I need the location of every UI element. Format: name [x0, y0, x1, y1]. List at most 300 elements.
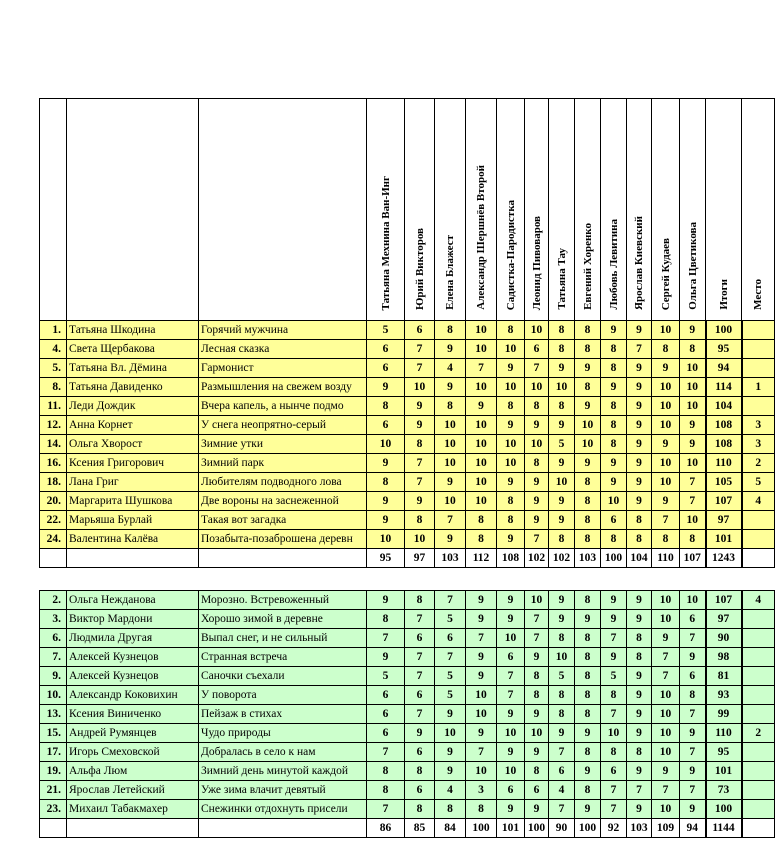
- judge-sum: 100: [466, 819, 497, 838]
- score-cell: 5: [549, 667, 575, 686]
- participant-row: [40, 800, 775, 819]
- place-header-cell: [742, 99, 775, 321]
- score-cell: 8: [525, 667, 549, 686]
- row-place: [742, 629, 775, 648]
- row-place: [742, 648, 775, 667]
- judge-sum: 92: [601, 819, 627, 838]
- score-cell: 5: [367, 667, 405, 686]
- participant-row: [40, 686, 775, 705]
- score-cell: 8: [549, 705, 575, 724]
- participant-row: [40, 359, 775, 378]
- row-total: 95: [706, 340, 742, 359]
- score-cell: 7: [549, 800, 575, 819]
- score-cell: 8: [575, 378, 601, 397]
- row-total: 107: [706, 591, 742, 610]
- score-cell: 10: [466, 473, 497, 492]
- author-name: Валентина Калёва: [67, 530, 199, 549]
- poem-title: Снежинки отдохнуть присели: [199, 800, 367, 819]
- sum-blank: [67, 549, 199, 568]
- score-cell: 8: [627, 648, 652, 667]
- score-cell: 9: [435, 378, 466, 397]
- score-cell: 10: [497, 762, 525, 781]
- score-cell: 10: [466, 762, 497, 781]
- score-cell: 10: [497, 340, 525, 359]
- judge-sum: 95: [367, 549, 405, 568]
- score-cell: 10: [525, 591, 549, 610]
- row-total: 93: [706, 686, 742, 705]
- poem-title: Лесная сказка: [199, 340, 367, 359]
- score-cell: 10: [367, 530, 405, 549]
- score-cell: 10: [497, 724, 525, 743]
- score-cell: 6: [405, 743, 435, 762]
- row-total: 97: [706, 511, 742, 530]
- score-cell: 8: [601, 686, 627, 705]
- score-cell: 6: [367, 724, 405, 743]
- participant-row: [40, 648, 775, 667]
- sum-blank: [67, 819, 199, 838]
- author-name: Ксения Григорович: [67, 454, 199, 473]
- judge-sum: 102: [549, 549, 575, 568]
- author-name: Ольга Хворост: [67, 435, 199, 454]
- row-total: 100: [706, 321, 742, 340]
- score-cell: 9: [525, 800, 549, 819]
- grand-total: 1243: [706, 549, 742, 568]
- score-cell: 6: [525, 340, 549, 359]
- score-cell: 9: [435, 473, 466, 492]
- judge-sum: 104: [627, 549, 652, 568]
- score-cell: 8: [575, 648, 601, 667]
- score-cell: 9: [652, 492, 680, 511]
- entry-number: 20.: [40, 492, 67, 511]
- place-label: Место: [752, 279, 764, 310]
- score-cell: 10: [680, 511, 706, 530]
- sum-blank: [40, 549, 67, 568]
- score-cell: 8: [549, 530, 575, 549]
- row-total: 97: [706, 610, 742, 629]
- row-total: 99: [706, 705, 742, 724]
- score-cell: 6: [601, 762, 627, 781]
- score-cell: 9: [367, 492, 405, 511]
- entry-number: 10.: [40, 686, 67, 705]
- score-cell: 8: [627, 530, 652, 549]
- score-cell: 8: [525, 762, 549, 781]
- author-name: Александр Коковихин: [67, 686, 199, 705]
- judge-sum: 85: [405, 819, 435, 838]
- judge-header-cell: [367, 99, 405, 321]
- score-cell: 8: [575, 686, 601, 705]
- score-cell: 9: [575, 454, 601, 473]
- row-total: 108: [706, 416, 742, 435]
- score-cell: 7: [652, 648, 680, 667]
- score-cell: 8: [601, 397, 627, 416]
- score-cell: 10: [466, 435, 497, 454]
- entry-number: 3.: [40, 610, 67, 629]
- score-cell: 10: [367, 435, 405, 454]
- poem-title: Зимний парк: [199, 454, 367, 473]
- score-cell: 9: [601, 378, 627, 397]
- score-cell: 9: [367, 511, 405, 530]
- score-cell: 6: [680, 610, 706, 629]
- score-cell: 8: [367, 473, 405, 492]
- participant-row: [40, 321, 775, 340]
- score-cell: 7: [435, 648, 466, 667]
- author-name: Альфа Люм: [67, 762, 199, 781]
- poem-title: Морозно. Встревоженный: [199, 591, 367, 610]
- judge-name: Сергей Кудаев: [659, 237, 672, 310]
- score-cell: 10: [525, 321, 549, 340]
- score-cell: 8: [601, 416, 627, 435]
- score-cell: 9: [680, 648, 706, 667]
- score-cell: 9: [405, 492, 435, 511]
- score-cell: 8: [680, 530, 706, 549]
- participant-row: [40, 454, 775, 473]
- row-total: 73: [706, 781, 742, 800]
- score-cell: 9: [680, 321, 706, 340]
- score-cell: 7: [680, 705, 706, 724]
- score-cell: 5: [435, 667, 466, 686]
- judge-sum: 112: [466, 549, 497, 568]
- poem-title: Чудо природы: [199, 724, 367, 743]
- score-cell: 8: [680, 340, 706, 359]
- entry-number: 4.: [40, 340, 67, 359]
- score-cell: 10: [435, 492, 466, 511]
- judge-sum: 101: [497, 819, 525, 838]
- row-total: 110: [706, 454, 742, 473]
- score-cell: 6: [405, 321, 435, 340]
- score-cell: 8: [497, 321, 525, 340]
- score-cell: 8: [652, 340, 680, 359]
- score-cell: 8: [627, 743, 652, 762]
- score-cell: 10: [466, 454, 497, 473]
- participant-row: [40, 435, 775, 454]
- score-cell: 8: [435, 321, 466, 340]
- score-cell: 6: [367, 705, 405, 724]
- score-cell: 9: [575, 397, 601, 416]
- judge-name: Леонид Пивоваров: [530, 215, 543, 310]
- score-cell: 9: [627, 454, 652, 473]
- score-cell: 10: [680, 397, 706, 416]
- score-cell: 6: [405, 686, 435, 705]
- score-cell: 10: [405, 378, 435, 397]
- score-cell: 7: [466, 359, 497, 378]
- score-cell: 10: [652, 705, 680, 724]
- entry-number: 2.: [40, 591, 67, 610]
- score-cell: 9: [466, 724, 497, 743]
- row-place: 2: [742, 454, 775, 473]
- row-place: 2: [742, 724, 775, 743]
- score-cell: 10: [466, 492, 497, 511]
- judge-sum: 94: [680, 819, 706, 838]
- entry-number: 5.: [40, 359, 67, 378]
- author-name: Леди Дождик: [67, 397, 199, 416]
- score-cell: 9: [627, 800, 652, 819]
- judge-sum: 102: [525, 549, 549, 568]
- participant-row: [40, 781, 775, 800]
- score-cell: 9: [435, 530, 466, 549]
- score-cell: 9: [627, 724, 652, 743]
- judge-header-cell: [435, 99, 466, 321]
- row-place: 4: [742, 492, 775, 511]
- score-cell: 8: [405, 762, 435, 781]
- score-cell: 6: [497, 648, 525, 667]
- author-name: Анна Корнет: [67, 416, 199, 435]
- score-cell: 9: [627, 591, 652, 610]
- score-cell: 9: [405, 416, 435, 435]
- participant-row: [40, 416, 775, 435]
- poem-title: Горячий мужчина: [199, 321, 367, 340]
- score-cell: 7: [627, 781, 652, 800]
- entry-number: 14.: [40, 435, 67, 454]
- score-cell: 9: [525, 705, 549, 724]
- score-cell: 7: [627, 340, 652, 359]
- score-cell: 9: [549, 511, 575, 530]
- score-cell: 9: [549, 416, 575, 435]
- score-cell: 8: [549, 340, 575, 359]
- judge-name: Татьяна Мехнина Ван-Инг: [379, 175, 392, 310]
- score-cell: 9: [497, 591, 525, 610]
- score-cell: 6: [497, 781, 525, 800]
- score-cell: 9: [601, 454, 627, 473]
- score-cell: 9: [367, 591, 405, 610]
- score-cell: 6: [367, 686, 405, 705]
- score-cell: 9: [575, 762, 601, 781]
- score-cell: 10: [652, 724, 680, 743]
- judge-header-cell: [627, 99, 652, 321]
- score-cell: 10: [575, 416, 601, 435]
- row-place: [742, 705, 775, 724]
- score-cell: 8: [680, 686, 706, 705]
- score-cell: 8: [435, 800, 466, 819]
- score-cell: 9: [497, 530, 525, 549]
- score-cell: 9: [601, 321, 627, 340]
- score-cell: 5: [367, 321, 405, 340]
- score-cell: 10: [680, 454, 706, 473]
- judge-sum: 107: [680, 549, 706, 568]
- score-cell: 9: [549, 359, 575, 378]
- group-gap: [40, 568, 775, 591]
- score-cell: 9: [627, 359, 652, 378]
- score-cell: 9: [627, 321, 652, 340]
- row-total: 104: [706, 397, 742, 416]
- poem-title: Странная встреча: [199, 648, 367, 667]
- participant-row: [40, 629, 775, 648]
- poem-title: Саночки съехали: [199, 667, 367, 686]
- score-cell: 8: [549, 397, 575, 416]
- entry-number: 21.: [40, 781, 67, 800]
- score-cell: 6: [405, 781, 435, 800]
- judge-name: Ольга Цветикова: [686, 222, 699, 310]
- score-cell: 9: [575, 800, 601, 819]
- score-cell: 10: [652, 454, 680, 473]
- author-name: Маргарита Шушкова: [67, 492, 199, 511]
- poem-title: Позабыта-позаброшена деревн: [199, 530, 367, 549]
- row-place: 4: [742, 591, 775, 610]
- row-total: 100: [706, 800, 742, 819]
- score-cell: 7: [680, 781, 706, 800]
- score-cell: 10: [652, 397, 680, 416]
- row-total: 95: [706, 743, 742, 762]
- judge-name: Юрий Викторов: [413, 228, 426, 310]
- score-cell: 6: [405, 629, 435, 648]
- judge-sum: 110: [652, 549, 680, 568]
- participant-row: [40, 705, 775, 724]
- author-name: Михаил Табакмахер: [67, 800, 199, 819]
- score-cell: 7: [525, 610, 549, 629]
- score-cell: 7: [680, 473, 706, 492]
- entry-number: 19.: [40, 762, 67, 781]
- score-cell: 9: [525, 511, 549, 530]
- judge-name: Татьяна Тау: [555, 248, 568, 310]
- score-cell: 8: [497, 397, 525, 416]
- score-cell: 10: [435, 454, 466, 473]
- judge-header-cell: [525, 99, 549, 321]
- score-cell: 9: [367, 378, 405, 397]
- score-cell: 7: [601, 629, 627, 648]
- row-place: 1: [742, 378, 775, 397]
- score-cell: 4: [435, 781, 466, 800]
- results-table: [39, 98, 775, 838]
- row-total: 98: [706, 648, 742, 667]
- row-total: 101: [706, 530, 742, 549]
- score-cell: 9: [680, 724, 706, 743]
- entry-number: 13.: [40, 705, 67, 724]
- score-cell: 10: [466, 686, 497, 705]
- score-cell: 9: [652, 762, 680, 781]
- judge-name: Любовь Левитина: [607, 219, 620, 310]
- score-cell: 10: [435, 724, 466, 743]
- participant-row: [40, 667, 775, 686]
- score-cell: 9: [575, 724, 601, 743]
- score-cell: 9: [466, 610, 497, 629]
- score-cell: 8: [549, 686, 575, 705]
- row-place: [742, 743, 775, 762]
- score-cell: 9: [497, 473, 525, 492]
- score-cell: 7: [367, 743, 405, 762]
- score-cell: 10: [549, 648, 575, 667]
- score-cell: 8: [405, 435, 435, 454]
- sum-blank: [40, 819, 67, 838]
- row-place: [742, 359, 775, 378]
- score-cell: 6: [680, 667, 706, 686]
- score-cell: 10: [652, 416, 680, 435]
- poem-title: Выпал снег, и не сильный: [199, 629, 367, 648]
- score-cell: 8: [525, 397, 549, 416]
- score-cell: 9: [652, 629, 680, 648]
- score-cell: 9: [601, 591, 627, 610]
- row-place: [742, 800, 775, 819]
- sum-row: [40, 819, 775, 838]
- score-cell: 7: [601, 705, 627, 724]
- score-cell: 8: [627, 629, 652, 648]
- score-cell: 10: [466, 378, 497, 397]
- score-cell: 7: [680, 743, 706, 762]
- score-cell: 9: [435, 743, 466, 762]
- judge-name: Евгений Хоренко: [581, 223, 594, 310]
- score-cell: 10: [680, 591, 706, 610]
- sum-blank: [742, 819, 775, 838]
- row-place: 3: [742, 435, 775, 454]
- participant-row: [40, 340, 775, 359]
- score-cell: 9: [497, 610, 525, 629]
- score-cell: 10: [466, 705, 497, 724]
- score-cell: 10: [601, 492, 627, 511]
- score-cell: 7: [367, 800, 405, 819]
- score-cell: 10: [652, 610, 680, 629]
- score-cell: 9: [525, 743, 549, 762]
- author-name: Виктор Мардони: [67, 610, 199, 629]
- entry-number: 8.: [40, 378, 67, 397]
- sum-blank: [742, 549, 775, 568]
- row-total: 90: [706, 629, 742, 648]
- poem-title: Уже зима влачит девятый: [199, 781, 367, 800]
- gap-cell: [40, 568, 775, 591]
- author-name: Андрей Румянцев: [67, 724, 199, 743]
- score-cell: 10: [652, 321, 680, 340]
- author-name: Ольга Нежданова: [67, 591, 199, 610]
- score-cell: 8: [405, 800, 435, 819]
- score-cell: 10: [525, 378, 549, 397]
- score-cell: 7: [435, 511, 466, 530]
- score-cell: 6: [525, 781, 549, 800]
- author-name: Ярослав Летейский: [67, 781, 199, 800]
- score-cell: 9: [627, 416, 652, 435]
- judge-header-cell: [549, 99, 575, 321]
- score-cell: 9: [525, 492, 549, 511]
- sum-blank: [199, 549, 367, 568]
- score-cell: 8: [525, 686, 549, 705]
- score-cell: 9: [680, 416, 706, 435]
- header-title-cell: [199, 99, 367, 321]
- poem-title: Размышления на свежем возду: [199, 378, 367, 397]
- judge-header-cell: [497, 99, 525, 321]
- header-name-cell: [67, 99, 199, 321]
- judge-sum: 100: [525, 819, 549, 838]
- score-cell: 8: [466, 530, 497, 549]
- participant-row: [40, 743, 775, 762]
- row-total: 105: [706, 473, 742, 492]
- entry-number: 18.: [40, 473, 67, 492]
- entry-number: 16.: [40, 454, 67, 473]
- score-cell: 3: [466, 781, 497, 800]
- score-cell: 9: [497, 705, 525, 724]
- score-cell: 9: [627, 762, 652, 781]
- score-cell: 7: [367, 629, 405, 648]
- score-cell: 7: [405, 473, 435, 492]
- score-cell: 10: [680, 378, 706, 397]
- score-cell: 6: [367, 359, 405, 378]
- score-cell: 9: [627, 667, 652, 686]
- score-cell: 10: [466, 340, 497, 359]
- judge-header-cell: [575, 99, 601, 321]
- entry-number: 7.: [40, 648, 67, 667]
- score-cell: 9: [405, 397, 435, 416]
- score-cell: 8: [367, 610, 405, 629]
- row-place: [742, 610, 775, 629]
- score-cell: 9: [601, 473, 627, 492]
- score-cell: 9: [627, 378, 652, 397]
- judge-name: Ярослав Киевский: [633, 216, 645, 310]
- score-cell: 7: [652, 667, 680, 686]
- author-name: Татьяна Шкодина: [67, 321, 199, 340]
- score-cell: 8: [601, 530, 627, 549]
- score-cell: 9: [367, 454, 405, 473]
- row-total: 94: [706, 359, 742, 378]
- judge-sum: 90: [549, 819, 575, 838]
- score-cell: 10: [525, 435, 549, 454]
- poem-title: Гармонист: [199, 359, 367, 378]
- score-cell: 7: [466, 629, 497, 648]
- score-cell: 6: [367, 340, 405, 359]
